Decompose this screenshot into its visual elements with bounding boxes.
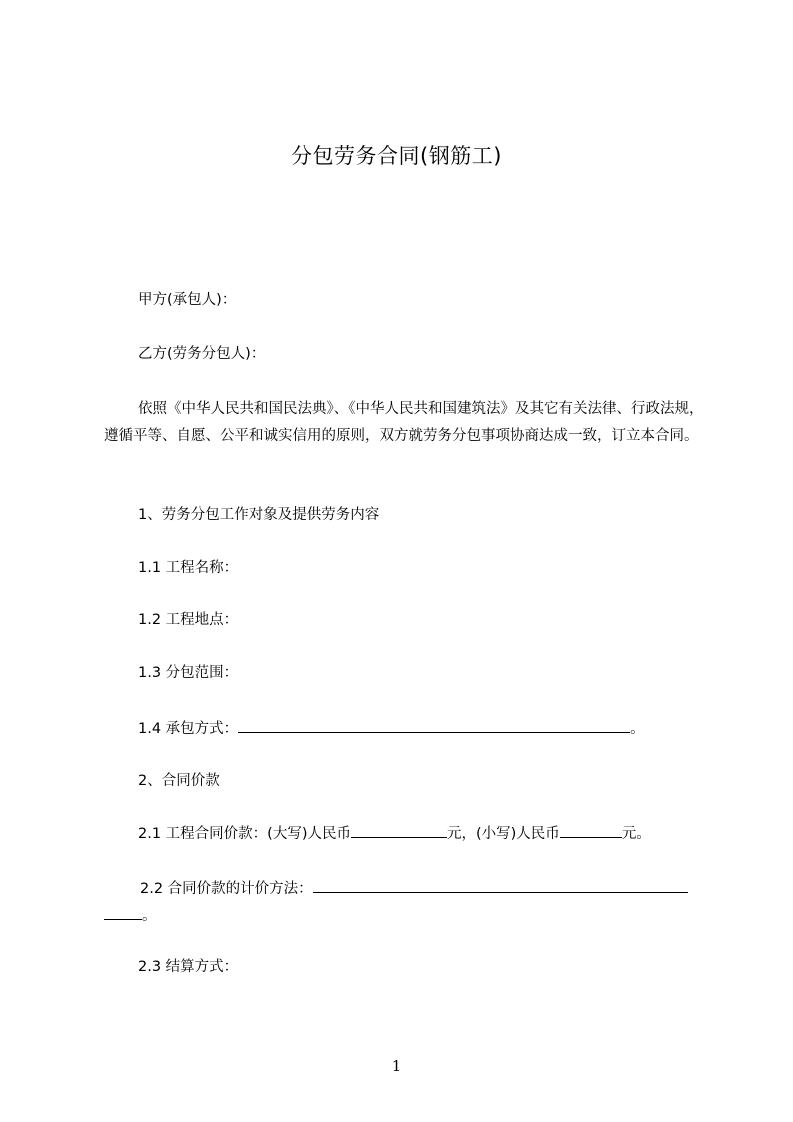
- item-1-2-project-location: 1.2 工程地点：: [138, 612, 239, 628]
- item-2-3-settlement-method: 2.3 结算方式：: [138, 959, 239, 975]
- item-2-1-label: 2.1 工程合同价款：(大写)人民币: [138, 826, 351, 842]
- item-2-2-label: 2.2 合同价款的计价方法：: [140, 881, 313, 897]
- party-b-label: 乙方(劳务分包人)：: [138, 346, 266, 362]
- item-2-1-contract-price: [138, 823, 651, 844]
- contract-method-blank: [238, 718, 630, 733]
- item-1-4-contract-method: [138, 718, 645, 739]
- pricing-method-blank: [313, 878, 688, 893]
- pricing-method-blank-continued: [104, 905, 142, 920]
- price-numeric-blank: [560, 823, 622, 838]
- section-2-heading: 2、合同价款: [138, 773, 220, 789]
- item-1-4-label: 1.4 承包方式：: [138, 721, 239, 737]
- item-2-1-mid: 元，(小写)人民币: [446, 826, 560, 842]
- page-number: 1: [391, 1057, 402, 1075]
- item-1-4-end: 。: [630, 721, 645, 737]
- price-uppercase-blank: [351, 823, 447, 838]
- item-2-2-continuation: [104, 905, 157, 926]
- item-2-2-pricing-method: [140, 878, 688, 899]
- item-1-3-subcontract-scope: 1.3 分包范围：: [138, 665, 239, 681]
- document-title: 分包劳务合同(钢筋工): [291, 144, 502, 168]
- item-2-1-end: 元。: [621, 826, 651, 842]
- item-1-1-project-name: 1.1 工程名称：: [138, 560, 239, 576]
- item-2-2-end: 。: [142, 908, 157, 924]
- section-1-heading: 1、劳务分包工作对象及提供劳务内容: [138, 507, 380, 523]
- party-a-label: 甲方(承包人)：: [138, 292, 237, 308]
- intro-paragraph: 依照《中华人民共和国民法典》、《中华人民共和国建筑法》及其它有关法律、行政法规，遵循平等、自愿、公平和诚实信用的原则，双方就劳务分包事项协商达成一致，订立本合同。: [104, 401, 704, 444]
